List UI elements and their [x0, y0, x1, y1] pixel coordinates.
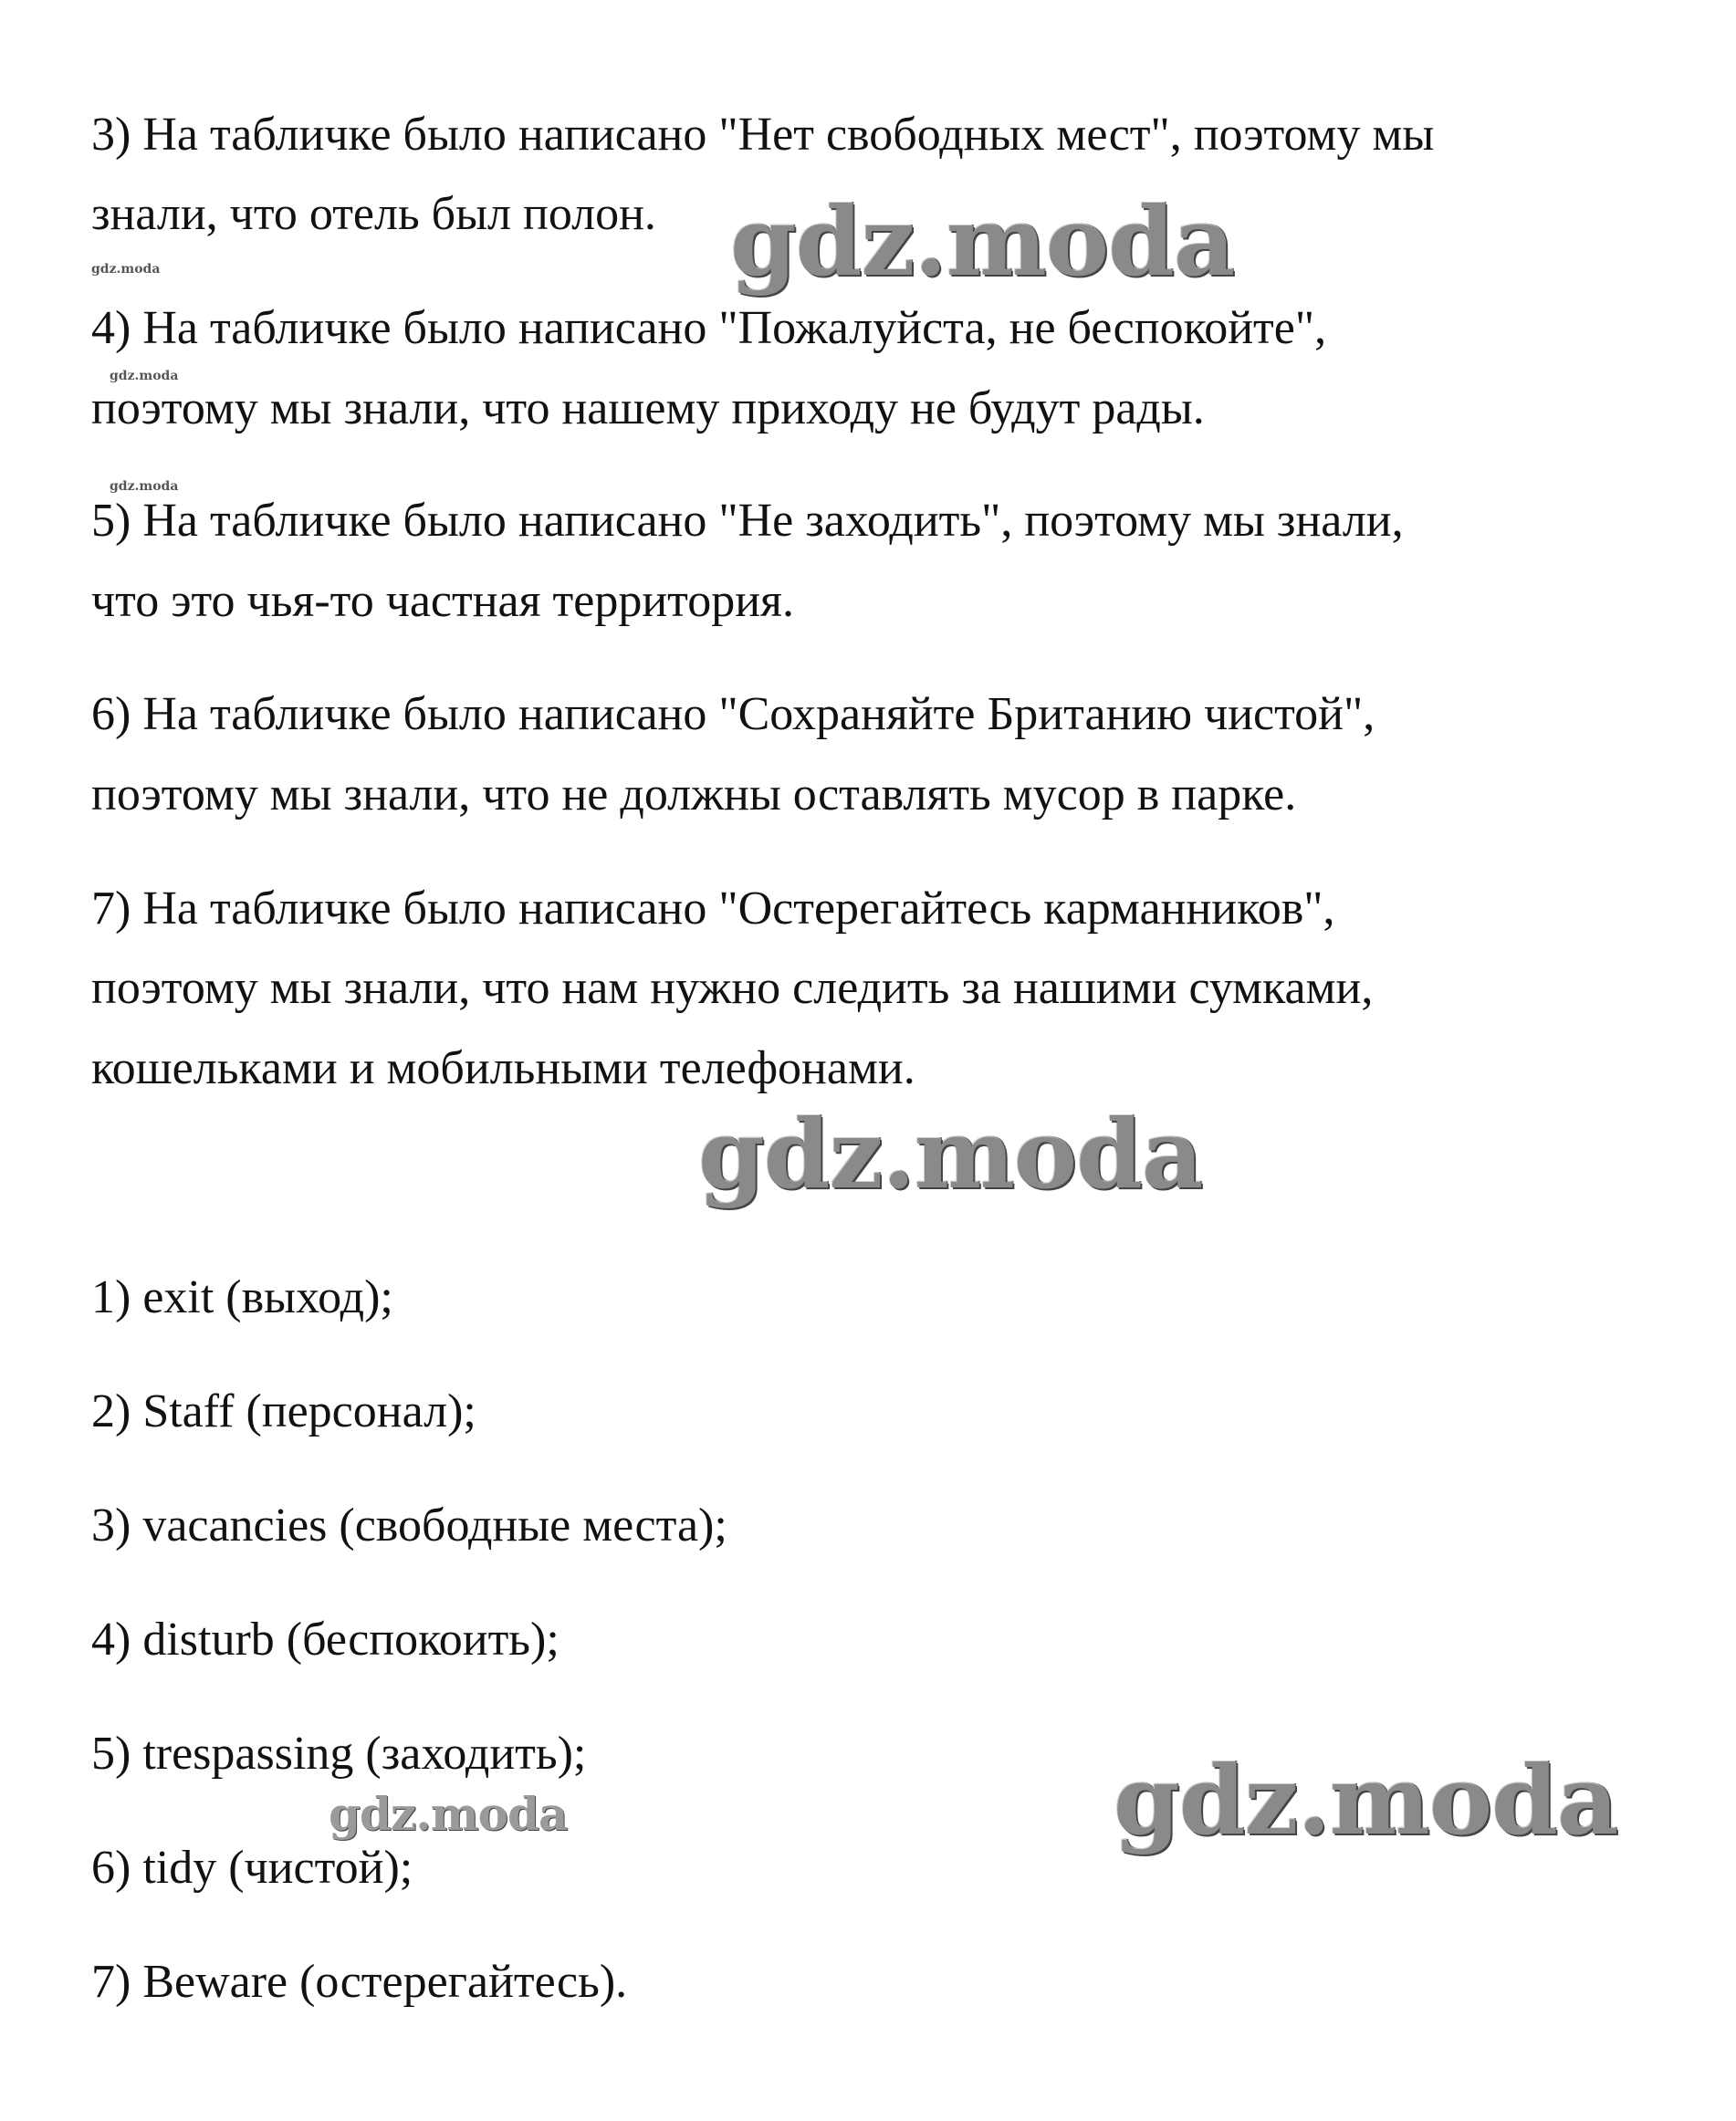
watermark-logo: gdz.moda	[730, 185, 1235, 298]
answer-3: 3) vacancies (свободные места);	[91, 1499, 727, 1552]
answer-7: 7) Beware (остерегайтесь).	[91, 1956, 628, 2008]
answer-4: 4) disturb (беспокоить);	[91, 1614, 559, 1666]
paragraph-7-line-2: поэтому мы знали, что нам нужно следить за нашими сумками,	[91, 962, 1374, 1014]
watermark-small: gdz.moda	[110, 369, 179, 383]
watermark-logo: gdz.moda	[329, 1787, 568, 1841]
answer-5: 5) trespassing (заходить);	[91, 1728, 587, 1780]
watermark-small: gdz.moda	[91, 262, 161, 277]
answer-1: 1) exit (выход);	[91, 1271, 393, 1323]
paragraph-4-line-2: поэтому мы знали, что нашему приходу не будут рады.	[91, 382, 1205, 434]
paragraph-5-line-1: 5) На табличке было написано "Не заходить", поэтому мы знали,	[91, 495, 1404, 547]
answer-6: 6) tidy (чистой);	[91, 1842, 413, 1894]
paragraph-7-line-3: кошельками и мобильными телефонами.	[91, 1042, 915, 1094]
paragraph-6-line-2: поэтому мы знали, что не должны оставлять мусор в парке.	[91, 768, 1297, 820]
paragraph-3-line-1: 3) На табличке было написано "Нет свободных мест", поэтому мы	[91, 109, 1435, 161]
paragraph-4-line-1: 4) На табличке было написано "Пожалуйста, не беспокойте",	[91, 302, 1327, 354]
paragraph-7-line-1: 7) На табличке было написано "Остерегайтесь карманников",	[91, 883, 1335, 935]
watermark-logo: gdz.moda	[698, 1098, 1203, 1210]
watermark-logo: gdz.moda	[1114, 1744, 1618, 1856]
paragraph-6-line-1: 6) На табличке было написано "Сохраняйте Британию чистой",	[91, 688, 1375, 740]
paragraph-3-line-2: знали, что отель был полон.	[91, 188, 656, 240]
watermark-small: gdz.moda	[110, 479, 179, 494]
answer-2: 2) Staff (персонал);	[91, 1385, 476, 1437]
paragraph-5-line-2: что это чья-то частная территория.	[91, 575, 794, 627]
